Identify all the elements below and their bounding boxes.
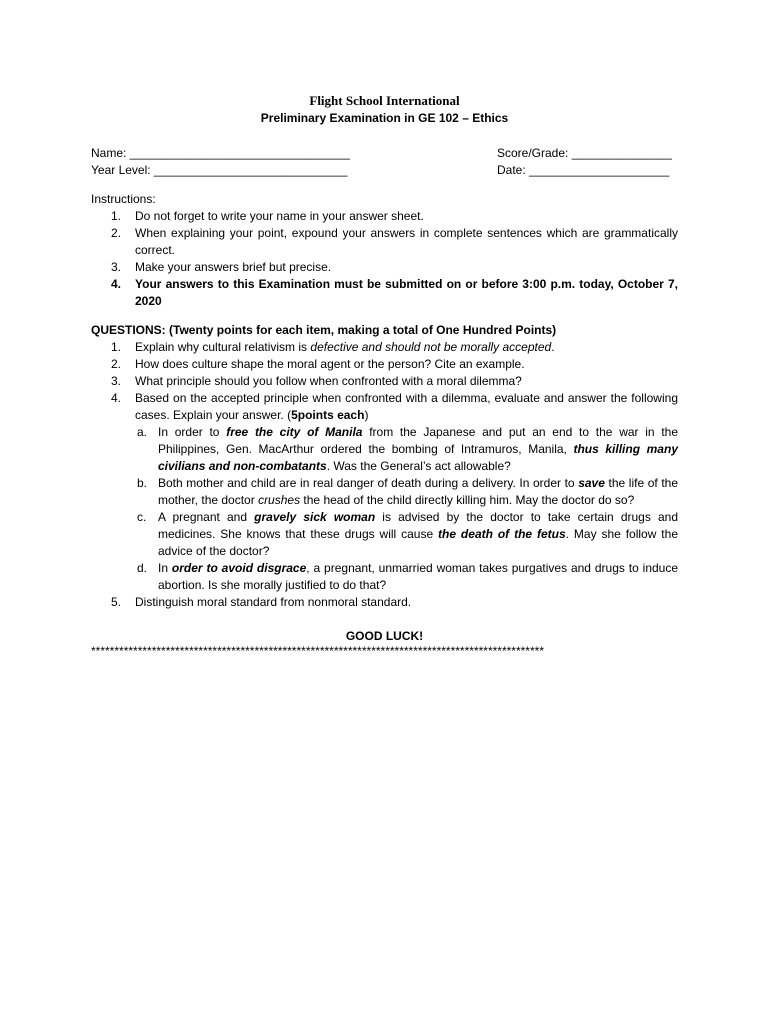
cases-list bbox=[135, 424, 678, 594]
exam-page bbox=[91, 92, 678, 657]
instructions-heading: Instructions: bbox=[91, 192, 156, 206]
list-item: 3. Make your answers brief but precise. bbox=[111, 260, 332, 274]
score-grade-field: Score/Grade: _______________ bbox=[497, 146, 672, 160]
list-item: 2. When explaining your point, expound your answers in complete sentences which are grammatically correct. bbox=[111, 226, 678, 257]
instructions-list bbox=[91, 208, 678, 310]
year-level-field: Year Level: _____________________________ bbox=[91, 163, 348, 177]
asterisk-divider: ************************************************************************************************* bbox=[91, 645, 544, 657]
student-info-fields bbox=[91, 145, 678, 179]
question-1: 1. Explain why cultural relativism is defective and should not be morally accepted. bbox=[111, 340, 555, 354]
question-4: 4. Based on the accepted principle when confronted with a dilemma, evaluate and answer the following cases. Explain your answer. (5points each) a. In order to free the city of Manila from the Japanese and put an end to the war in the Philippines, Gen. MacArthur ordered the bombing of Intramuros, Manila, thus killing many civilians and non-combatants. Was the General’s act allowable? b. Both mother and child are in real danger of death during a delivery. In order to save the life of the mother, the doctor crushes the head of the child directly killing him. May the doctor do so? c. A pregnant and gravely sick woman is advised by the doctor to take certain drugs and medicines. She knows that these drugs will cause the death of the fetus. May she follow the advice of the doctor? d. In order to avoid disgrace, a pregnant, unmarried woman takes purgatives and drugs to induce abortion. Is she morally justified to do that? bbox=[111, 391, 679, 592]
case-d: d. In order to avoid disgrace, a pregnant, unmarried woman takes purgatives and drugs to induce abortion. Is she morally justified to do that? bbox=[137, 561, 679, 592]
exam-title: Preliminary Examination in GE 102 – Ethics bbox=[260, 111, 509, 125]
questions-list bbox=[91, 339, 678, 611]
good-luck-text: GOOD LUCK! bbox=[345, 629, 424, 643]
name-field: Name: _________________________________ bbox=[91, 146, 350, 160]
list-item: 1. Do not forget to write your name in your answer sheet. bbox=[111, 209, 424, 223]
date-field: Date: _____________________ bbox=[497, 163, 670, 177]
question-3: 3. What principle should you follow when confronted with a moral dilemma? bbox=[111, 374, 522, 388]
question-2: 2. How does culture shape the moral agent or the person? Cite an example. bbox=[111, 357, 525, 371]
case-a: a. In order to free the city of Manila from the Japanese and put an end to the war in the Philippines, Gen. MacArthur ordered the bombing of Intramuros, Manila, thus killing many civilians and non-combatants. Was the General’s act allowable? bbox=[137, 425, 678, 473]
list-item: 4. Your answers to this Examination must be submitted on or before 3:00 p.m. today, October 7, 2020 bbox=[111, 277, 678, 308]
question-5: 5. Distinguish moral standard from nonmoral standard. bbox=[111, 595, 412, 609]
questions-heading: QUESTIONS: (Twenty points for each item, making a total of One Hundred Points) bbox=[91, 323, 557, 337]
school-name: Flight School International bbox=[309, 93, 460, 108]
case-c: c. A pregnant and gravely sick woman is advised by the doctor to take certain drugs and medicines. She knows that these drugs will cause the death of the fetus. May she follow the advice of the doctor? bbox=[137, 510, 678, 558]
case-b: b. Both mother and child are in real danger of death during a delivery. In order to save the life of the mother, the doctor crushes the head of the child directly killing him. May the doctor do so? bbox=[137, 476, 678, 507]
